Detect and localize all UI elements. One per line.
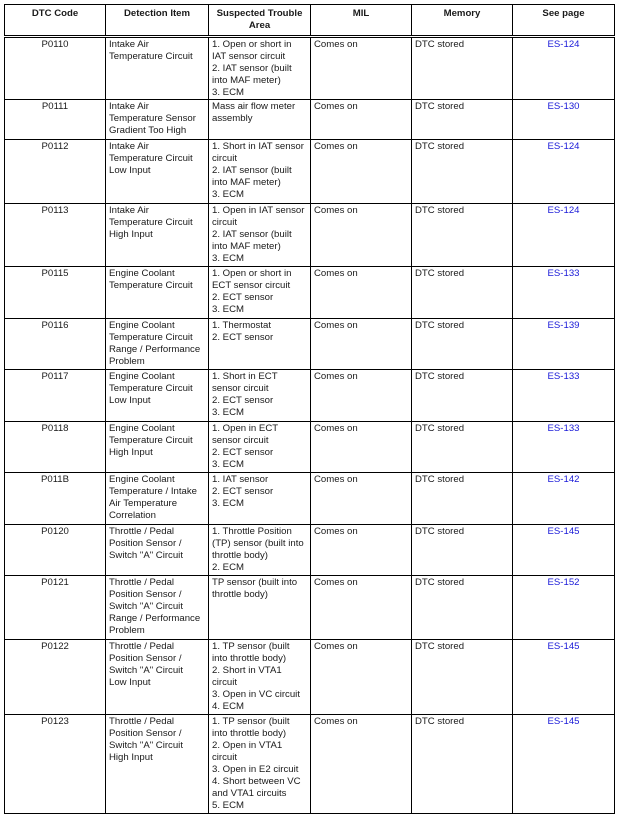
trouble-area-line: 2. ECM — [212, 562, 244, 573]
see-page-cell — [513, 640, 615, 715]
trouble-area-line: TP sensor (built into — [212, 577, 298, 588]
mil-cell — [311, 715, 412, 814]
dtc-code: P0118 — [41, 423, 69, 434]
detection-item-cell — [106, 204, 209, 267]
trouble-area-line: throttle body) — [212, 589, 268, 600]
dtc-code: P0112 — [41, 141, 69, 152]
detection-item-line: Intake Air — [109, 101, 149, 112]
detection-item-line: Throttle / Pedal — [109, 641, 175, 652]
mil-cell — [311, 640, 412, 715]
dtc-code-cell — [5, 37, 106, 100]
memory-status: DTC stored — [415, 371, 465, 382]
dtc-code: P0122 — [41, 641, 69, 652]
mil-status: Comes on — [314, 641, 358, 652]
table-row — [5, 370, 615, 422]
detection-item-line: Correlation — [109, 510, 156, 521]
table-row — [5, 204, 615, 267]
trouble-area-line: 3. ECM — [212, 498, 244, 509]
table-row — [5, 525, 615, 576]
detection-item-cell — [106, 319, 209, 370]
trouble-area-line: 1. Open or short in — [212, 39, 292, 50]
trouble-area-line: 2. ECT sensor — [212, 447, 274, 458]
detection-item-line: Engine Coolant — [109, 474, 175, 485]
mil-status: Comes on — [314, 716, 358, 727]
see-page-cell — [513, 140, 615, 204]
trouble-area-line: 3. Open in VC circuit — [212, 689, 300, 700]
mil-status: Comes on — [314, 526, 358, 537]
header-dtc-code — [5, 5, 106, 37]
mil-cell — [311, 140, 412, 204]
trouble-area-line: 3. ECM — [212, 459, 244, 470]
dtc-code-cell — [5, 100, 106, 140]
dtc-code-cell — [5, 422, 106, 473]
mil-cell — [311, 422, 412, 473]
mil-status: Comes on — [314, 577, 358, 588]
table-row — [5, 473, 615, 525]
see-page-cell — [513, 525, 615, 576]
detection-item-line: Air Temperature — [109, 498, 178, 509]
mil-status: Comes on — [314, 423, 358, 434]
see-page-cell — [513, 715, 615, 814]
table-row — [5, 140, 615, 204]
memory-status: DTC stored — [415, 423, 465, 434]
mil-cell — [311, 319, 412, 370]
detection-item-line: Intake Air — [109, 39, 149, 50]
trouble-area-line: throttle body) — [212, 550, 268, 561]
see-page-link[interactable]: ES-133 — [547, 268, 580, 279]
trouble-area-cell — [209, 100, 311, 140]
see-page-cell — [513, 576, 615, 640]
trouble-area-line: 2. IAT sensor (built — [212, 229, 292, 240]
detection-item-cell — [106, 100, 209, 140]
detection-item-line: Temperature Circuit — [109, 153, 193, 164]
detection-item-line: Switch "A" Circuit — [109, 601, 183, 612]
memory-status: DTC stored — [415, 474, 465, 485]
trouble-area-line: 1. Open in IAT sensor — [212, 205, 305, 216]
header-text-line: Detection Item — [123, 8, 191, 19]
dtc-code-cell — [5, 473, 106, 525]
dtc-code-cell — [5, 267, 106, 319]
mil-status: Comes on — [314, 205, 358, 216]
trouble-area-line: assembly — [212, 113, 253, 124]
trouble-area-line: IAT sensor circuit — [212, 51, 286, 62]
memory-cell — [412, 473, 513, 525]
trouble-area-line: into MAF meter) — [212, 177, 281, 188]
memory-status: DTC stored — [415, 141, 465, 152]
trouble-area-line: into MAF meter) — [212, 241, 281, 252]
mil-cell — [311, 100, 412, 140]
see-page-cell — [513, 37, 615, 100]
trouble-area-cell — [209, 267, 311, 319]
trouble-area-line: 2. ECT sensor — [212, 395, 274, 406]
memory-cell — [412, 640, 513, 715]
detection-item-line: Temperature Circuit — [109, 51, 193, 62]
detection-item-line: Position Sensor / — [109, 589, 182, 600]
trouble-area-cell — [209, 370, 311, 422]
detection-item-cell — [106, 267, 209, 319]
see-page-cell — [513, 473, 615, 525]
detection-item-line: Engine Coolant — [109, 268, 175, 279]
dtc-code-cell — [5, 576, 106, 640]
trouble-area-line: 1. Throttle Position — [212, 526, 292, 537]
detection-item-line: Temperature Circuit — [109, 217, 193, 228]
detection-item-line: Engine Coolant — [109, 423, 175, 434]
memory-cell — [412, 204, 513, 267]
see-page-link[interactable]: ES-142 — [547, 474, 580, 485]
trouble-area-line: 3. ECM — [212, 87, 244, 98]
trouble-area-line: circuit — [212, 752, 238, 763]
dtc-code: P0117 — [41, 371, 69, 382]
trouble-area-cell — [209, 140, 311, 204]
detection-item-line: Low Input — [109, 165, 151, 176]
table-row — [5, 319, 615, 370]
detection-item-line: Temperature Circuit — [109, 280, 193, 291]
trouble-area-line: 4. Short between VC — [212, 776, 301, 787]
see-page-link[interactable]: ES-145 — [547, 716, 580, 727]
table-row — [5, 267, 615, 319]
detection-item-cell — [106, 640, 209, 715]
trouble-area-cell — [209, 473, 311, 525]
mil-cell — [311, 204, 412, 267]
detection-item-cell — [106, 37, 209, 100]
dtc-code: P011B — [40, 474, 70, 485]
header-text-line: Area — [248, 20, 271, 31]
header-row — [5, 5, 615, 37]
detection-item-line: Engine Coolant — [109, 320, 175, 331]
memory-cell — [412, 140, 513, 204]
mil-status: Comes on — [314, 268, 358, 279]
see-page-link[interactable]: ES-124 — [547, 141, 580, 152]
memory-status: DTC stored — [415, 320, 465, 331]
mil-status: Comes on — [314, 320, 358, 331]
see-page-link[interactable]: ES-133 — [547, 371, 580, 382]
trouble-area-line: circuit — [212, 153, 238, 164]
detection-item-cell — [106, 715, 209, 814]
memory-cell — [412, 422, 513, 473]
trouble-area-line: 2. IAT sensor (built — [212, 63, 292, 74]
memory-cell — [412, 319, 513, 370]
trouble-area-line: 1. Thermostat — [212, 320, 272, 331]
mil-cell — [311, 267, 412, 319]
detection-item-cell — [106, 140, 209, 204]
detection-item-line: Position Sensor / — [109, 538, 182, 549]
memory-cell — [412, 37, 513, 100]
trouble-area-line: 2. IAT sensor (built — [212, 165, 292, 176]
dtc-code-cell — [5, 640, 106, 715]
detection-item-line: Throttle / Pedal — [109, 716, 175, 727]
detection-item-line: Throttle / Pedal — [109, 526, 175, 537]
detection-item-cell — [106, 370, 209, 422]
detection-item-line: Engine Coolant — [109, 371, 175, 382]
trouble-area-cell — [209, 715, 311, 814]
table-row — [5, 576, 615, 640]
memory-cell — [412, 525, 513, 576]
table-row — [5, 422, 615, 473]
trouble-area-line: 1. IAT sensor — [212, 474, 269, 485]
trouble-area-cell — [209, 576, 311, 640]
mil-cell — [311, 370, 412, 422]
detection-item-line: Temperature / Intake — [109, 486, 197, 497]
trouble-area-line: into MAF meter) — [212, 75, 281, 86]
dtc-code-cell — [5, 204, 106, 267]
mil-status: Comes on — [314, 371, 358, 382]
memory-cell — [412, 715, 513, 814]
detection-item-line: Temperature Circuit — [109, 332, 193, 343]
detection-item-line: High Input — [109, 752, 153, 763]
see-page-link[interactable]: ES-130 — [547, 101, 580, 112]
trouble-area-line: and VTA1 circuits — [212, 788, 287, 799]
trouble-area-cell — [209, 319, 311, 370]
detection-item-line: Problem — [109, 625, 145, 636]
dtc-code-cell — [5, 140, 106, 204]
see-page-cell — [513, 100, 615, 140]
memory-cell — [412, 100, 513, 140]
trouble-area-line: 1. Short in IAT sensor — [212, 141, 304, 152]
detection-item-line: Position Sensor / — [109, 728, 182, 739]
memory-status: DTC stored — [415, 268, 465, 279]
detection-item-line: Switch "A" Circuit — [109, 740, 183, 751]
mil-cell — [311, 576, 412, 640]
trouble-area-line: 3. ECM — [212, 189, 244, 200]
trouble-area-line: (TP) sensor (built into — [212, 538, 304, 549]
memory-status: DTC stored — [415, 526, 465, 537]
trouble-area-line: Mass air flow meter — [212, 101, 296, 112]
trouble-area-line: into throttle body) — [212, 653, 287, 664]
dtc-code-cell — [5, 370, 106, 422]
table-row — [5, 100, 615, 140]
trouble-area-line: 1. TP sensor (built — [212, 716, 290, 727]
detection-item-line: Low Input — [109, 395, 151, 406]
table-row — [5, 640, 615, 715]
header-suspected-trouble-area — [209, 5, 311, 37]
memory-status: DTC stored — [415, 577, 465, 588]
detection-item-cell — [106, 525, 209, 576]
detection-item-line: Temperature Sensor — [109, 113, 196, 124]
trouble-area-line: 2. Short in VTA1 — [212, 665, 282, 676]
mil-cell — [311, 473, 412, 525]
detection-item-cell — [106, 422, 209, 473]
dtc-code-cell — [5, 715, 106, 814]
dtc-code: P0111 — [41, 101, 69, 112]
see-page-cell — [513, 422, 615, 473]
header-mil — [311, 5, 412, 37]
trouble-area-line: 2. Open in VTA1 — [212, 740, 283, 751]
trouble-area-line: 2. ECT sensor — [212, 292, 274, 303]
dtc-code-cell — [5, 525, 106, 576]
detection-item-line: Range / Performance — [109, 344, 201, 355]
trouble-area-line: 4. ECM — [212, 701, 244, 712]
trouble-area-line: into throttle body) — [212, 728, 287, 739]
detection-item-line: High Input — [109, 229, 153, 240]
trouble-area-line: 3. ECM — [212, 304, 244, 315]
detection-item-cell — [106, 473, 209, 525]
see-page-link[interactable]: ES-133 — [547, 423, 580, 434]
mil-status: Comes on — [314, 474, 358, 485]
see-page-cell — [513, 204, 615, 267]
mil-status: Comes on — [314, 141, 358, 152]
trouble-area-line: circuit — [212, 677, 238, 688]
detection-item-line: Gradient Too High — [109, 125, 187, 136]
memory-cell — [412, 370, 513, 422]
trouble-area-line: 5. ECM — [212, 800, 244, 811]
detection-item-line: Throttle / Pedal — [109, 577, 175, 588]
dtc-table — [4, 4, 615, 814]
dtc-code: P0120 — [41, 526, 69, 537]
dtc-code: P0121 — [41, 577, 69, 588]
detection-item-line: Switch "A" Circuit — [109, 665, 183, 676]
detection-item-line: Intake Air — [109, 205, 149, 216]
header-text-line: MIL — [352, 8, 370, 19]
dtc-code: P0110 — [41, 39, 69, 50]
detection-item-line: Intake Air — [109, 141, 149, 152]
trouble-area-cell — [209, 422, 311, 473]
trouble-area-line: 3. Open in E2 circuit — [212, 764, 299, 775]
detection-item-line: High Input — [109, 447, 153, 458]
memory-status: DTC stored — [415, 716, 465, 727]
table-row — [5, 37, 615, 100]
trouble-area-line: 2. ECT sensor — [212, 486, 274, 497]
dtc-code: P0115 — [41, 268, 69, 279]
trouble-area-line: circuit — [212, 217, 238, 228]
trouble-area-line: 1. TP sensor (built — [212, 641, 290, 652]
dtc-code: P0116 — [41, 320, 69, 331]
trouble-area-line: 1. Open in ECT — [212, 423, 279, 434]
header-memory — [412, 5, 513, 37]
trouble-area-cell — [209, 37, 311, 100]
header-text-line: See page — [542, 8, 585, 19]
mil-status: Comes on — [314, 101, 358, 112]
trouble-area-line: 3. ECM — [212, 253, 244, 264]
dtc-code-cell — [5, 319, 106, 370]
see-page-cell — [513, 370, 615, 422]
trouble-area-line: 1. Short in ECT — [212, 371, 278, 382]
header-text-line: Suspected Trouble — [216, 8, 303, 19]
memory-status: DTC stored — [415, 641, 465, 652]
see-page-link[interactable]: ES-145 — [547, 641, 580, 652]
header-text-line: Memory — [443, 8, 481, 19]
detection-item-line: Problem — [109, 356, 145, 367]
dtc-code: P0113 — [41, 205, 69, 216]
header-text-line: DTC Code — [31, 8, 79, 19]
detection-item-line: Temperature Circuit — [109, 435, 193, 446]
detection-item-line: Position Sensor / — [109, 653, 182, 664]
memory-status: DTC stored — [415, 39, 465, 50]
table-header — [5, 5, 615, 37]
see-page-link[interactable]: ES-139 — [547, 320, 580, 331]
trouble-area-line: sensor circuit — [212, 383, 269, 394]
detection-item-line: Range / Performance — [109, 613, 201, 624]
table-row — [5, 715, 615, 814]
see-page-link[interactable]: ES-124 — [547, 205, 580, 216]
memory-status: DTC stored — [415, 101, 465, 112]
trouble-area-line: 1. Open or short in — [212, 268, 292, 279]
dtc-code: P0123 — [41, 716, 69, 727]
header-detection-item — [106, 5, 209, 37]
mil-cell — [311, 37, 412, 100]
mil-status: Comes on — [314, 39, 358, 50]
detection-item-line: Low Input — [109, 677, 151, 688]
see-page-link[interactable]: ES-124 — [547, 39, 580, 50]
detection-item-cell — [106, 576, 209, 640]
memory-status: DTC stored — [415, 205, 465, 216]
detection-item-line: Temperature Circuit — [109, 383, 193, 394]
trouble-area-cell — [209, 204, 311, 267]
trouble-area-line: ECT sensor circuit — [212, 280, 291, 291]
table-body — [5, 37, 615, 814]
see-page-link[interactable]: ES-145 — [547, 526, 580, 537]
trouble-area-line: 2. ECT sensor — [212, 332, 274, 343]
memory-cell — [412, 576, 513, 640]
header-see-page — [513, 5, 615, 37]
trouble-area-cell — [209, 525, 311, 576]
trouble-area-line: sensor circuit — [212, 435, 269, 446]
trouble-area-line: 3. ECM — [212, 407, 244, 418]
detection-item-line: Switch "A" Circuit — [109, 550, 183, 561]
see-page-cell — [513, 267, 615, 319]
trouble-area-cell — [209, 640, 311, 715]
mil-cell — [311, 525, 412, 576]
see-page-cell — [513, 319, 615, 370]
see-page-link[interactable]: ES-152 — [547, 577, 580, 588]
memory-cell — [412, 267, 513, 319]
